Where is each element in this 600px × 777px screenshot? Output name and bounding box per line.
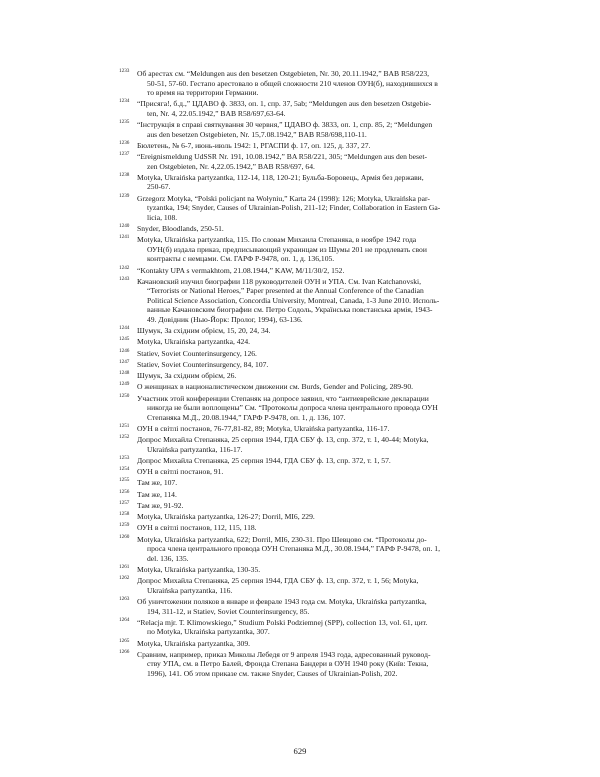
footnote	[119, 616, 484, 637]
footnote-text	[137, 326, 484, 336]
footnote-number: 1265	[119, 637, 130, 644]
footnote-text	[137, 277, 484, 325]
footnote-text	[137, 141, 484, 151]
footnote-line: Motyka, Ukraińska partyzantka, 309.	[137, 638, 251, 648]
footnote-text	[137, 535, 484, 564]
footnote-text	[137, 69, 484, 98]
footnote-line: Допрос Михайла Степаняка, 25 серпня 1944, ГДА СБУ ф. 13, спр. 372, т. 1, 40-44; Motyka,	[137, 435, 429, 445]
footnote	[119, 336, 484, 347]
footnote-line: О женщинах в националистическом движении см. Burds, Gender and Policing, 289-90.	[137, 382, 414, 392]
footnote-number: 1259	[119, 522, 130, 529]
footnote-line: Бюлетень, № 6-7, июнь-июль 1942: 1, РГАСПИ ф. 17, оп. 125, д. 337, 27.	[137, 140, 371, 150]
footnote-line: Там же, 91-92.	[137, 500, 184, 510]
footnote	[119, 119, 484, 139]
footnote-number: 1254	[119, 466, 130, 473]
footnote-line: Motyka, Ukraińska partyzantka, 622; Dorril, MI6, 230-31. Про Шевцово см. “Протоколы до-	[137, 534, 427, 544]
footnote-number: 1260	[119, 533, 130, 540]
footnote	[119, 434, 484, 454]
footnote	[119, 234, 484, 264]
footnote	[119, 477, 484, 488]
footnote	[119, 648, 484, 679]
footnote-line: контракты с немцами. См. ГАРФ Р-9478, оп. 1, д. 136,105.	[147, 254, 335, 264]
footnote	[119, 264, 484, 276]
footnote-line: то время на территории Германии.	[147, 88, 259, 98]
footnote-text	[137, 337, 484, 347]
footnote-number: 1242	[119, 264, 130, 271]
footnote	[119, 68, 484, 98]
footnote	[119, 488, 484, 500]
footnote-line: Допрос Михайла Степаняка, 25 серпня 1944, ГДА СБУ ф. 13, спр. 372, т. 1, 57.	[137, 455, 391, 465]
footnote-line: 194, 311-12, и Statiev, Soviet Counterinsurgency, 85.	[147, 606, 310, 616]
footnote-line: Шумук, За східним обрієм, 15, 20, 24, 34.	[137, 326, 271, 336]
footnote-number: 1251	[119, 422, 130, 429]
footnote	[119, 511, 484, 522]
footnote-line: “Relacja mjr. T. Klimowskiego,” Studium Polski Podziemnej (SPP), collection 13, vol. 61, цит.	[137, 617, 428, 627]
footnotes-list	[119, 68, 484, 680]
footnote-text	[137, 371, 484, 381]
footnote-number: 1264	[119, 616, 130, 623]
footnote-text	[137, 490, 484, 500]
footnote-line: ОУН в світлі постанов, 112, 115, 118.	[137, 523, 257, 533]
footnote-line: Допрос Михайла Степаняка, 25 серпня 1944, ГДА СБУ ф. 13, спр. 372, т. 1, 56; Motyka,	[137, 576, 419, 586]
footnote-line: Political Science Association, Concordia University, Montreal, Canada, 1-3 June 2010. Исполь-	[147, 295, 440, 305]
footnote	[119, 98, 484, 118]
footnote-text	[137, 576, 484, 595]
footnote-text	[137, 382, 484, 392]
footnote-line: “Terrorists or National Heroes,” Paper presented at the Annual Conference of the Canadian	[147, 286, 424, 296]
footnote-line: ванные Качановским биографии см. Петро Содоль, Українська повстанська армія, 1943-	[147, 305, 433, 315]
footnote-text	[137, 394, 484, 423]
footnote-line: licia, 108.	[147, 212, 178, 222]
footnote	[119, 381, 484, 392]
footnote-line: Statiev, Soviet Counterinsurgency, 84, 107.	[137, 359, 269, 369]
footnote-number: 1246	[119, 347, 130, 354]
footnote-line: 50-51, 57-60. Гестапо арестовало в общей сложности 210 членов ОУН(б), находившихся в	[147, 78, 438, 88]
footnote-line: Motyka, Ukraińska partyzantka, 130-35.	[137, 564, 261, 574]
footnote	[119, 563, 484, 575]
footnote	[119, 151, 484, 171]
footnote-number: 1256	[119, 488, 130, 495]
footnote-text	[137, 266, 484, 276]
footnote-line: Там же, 107.	[137, 478, 178, 488]
footnote-line: 1996), 141. Об этом приказе см. также Snyder, Causes of Ukrainian-Polish, 202.	[147, 668, 398, 678]
footnote-line: 250-67.	[147, 182, 171, 192]
footnote-number: 1266	[119, 648, 130, 655]
footnote-text	[137, 349, 484, 359]
footnote	[119, 575, 484, 595]
footnote-number: 1250	[119, 392, 130, 399]
footnote	[119, 370, 484, 381]
footnote-line: 49. Довідник (Нью-Йорк: Пролог, 1994), 63-136.	[147, 315, 303, 324]
footnote-number: 1245	[119, 336, 130, 343]
footnote-line: aus den besetzen Ostgebieten, Nr. 15,7.08.1942,” BAB R58/698,110-11.	[147, 129, 367, 139]
footnote-number: 1234	[119, 98, 130, 105]
footnote-number: 1258	[119, 511, 130, 518]
footnote-text	[137, 467, 484, 477]
footnote-text	[137, 120, 484, 139]
footnote-text	[137, 478, 484, 488]
footnote-line: Качановский изучил биографии 118 руководителей ОУН и УПА. См. Ivan Katchanovski,	[137, 276, 422, 286]
footnote-text	[137, 194, 484, 223]
footnote-line: Ukraińska partyzantka, 116-17.	[147, 444, 243, 454]
footnote-line: Степаняка М.Д., 20.08.1944,” ГАРФ Р-9478, оп. 1, д. 136, 107.	[147, 412, 346, 422]
footnote-text	[137, 618, 484, 637]
footnote-number: 1241	[119, 234, 130, 241]
footnote-line: Motyka, Ukraińska partyzantka, 126-27; Dorril, MI6, 229.	[137, 512, 315, 522]
footnote-line: “Kontakty UPA s vermakhtom, 21.08.1944,” KAW, M/11/30/2, 152.	[137, 265, 345, 275]
footnote-line: Statiev, Soviet Counterinsurgency, 126.	[137, 348, 257, 358]
footnote-line: Сравним, например, приказ Миколы Лебедя от 9 апреля 1943 года, адресованный руковод-	[137, 649, 431, 659]
footnote-number: 1235	[119, 119, 130, 126]
footnote-number: 1257	[119, 499, 130, 506]
footnote	[119, 171, 484, 192]
footnote-number: 1244	[119, 325, 130, 332]
footnote-text	[137, 173, 484, 192]
footnote	[119, 358, 484, 370]
footnote-number: 1252	[119, 434, 130, 441]
footnote-number: 1247	[119, 358, 130, 365]
footnote-line: Участник этой конференции Степаняк на допросе заявил, что “антиеврейские декларации	[137, 393, 429, 403]
footnote-number: 1255	[119, 477, 130, 484]
footnote-text	[137, 501, 484, 511]
footnote-text	[137, 565, 484, 575]
footnote-text	[137, 650, 484, 679]
footnote-text	[137, 360, 484, 370]
footnote	[119, 637, 484, 649]
footnote-line: “Присяга!, б.д.,” ЦДАВО ф. 3833, оп. 1, спр. 37, 5ab; “Meldungen aus den besetzen Ostgebie-	[137, 99, 432, 109]
footnote-number: 1263	[119, 595, 130, 602]
footnote-number: 1262	[119, 575, 130, 582]
footnote-line: по Motyka, Ukraińska partyzantka, 307.	[147, 627, 270, 637]
footnote	[119, 595, 484, 616]
footnote-line: tyzantka, 194; Snyder, Causes of Ukrainian-Polish, 211-12; Finder, Collaboration in Eastern Ga-	[147, 203, 441, 213]
footnote	[119, 533, 484, 564]
footnote-number: 1233	[119, 68, 130, 74]
page-number: 629	[293, 746, 307, 756]
footnote-number: 1236	[119, 139, 130, 146]
footnote-text	[137, 523, 484, 533]
footnote	[119, 499, 484, 511]
footnote-text	[137, 424, 484, 434]
footnote-number: 1239	[119, 192, 130, 199]
footnote	[119, 454, 484, 466]
footnote-line: Snyder, Bloodlands, 250-51.	[137, 224, 224, 234]
footnote-number: 1237	[119, 151, 130, 158]
footnote-number: 1261	[119, 563, 130, 570]
footnote-text	[137, 224, 484, 234]
footnote-line: Grzegorz Motyka, “Polski policjant na Wołyniu,” Karta 24 (1998): 126; Motyka, Ukraińska par-	[137, 193, 430, 203]
footnote-line: Motyka, Ukraińska partyzantka, 424.	[137, 337, 251, 347]
footnote-line: Об арестах см. “Meldungen aus den besetzen Ostgebieten, Nr. 30, 20.11.1942,” BAB R58/223,	[137, 69, 430, 78]
footnote-text	[137, 512, 484, 522]
footnote-line: Motyka, Ukraińska partyzantka, 115. По словам Михаила Степаняка, в ноябре 1942 года	[137, 235, 417, 245]
footnote	[119, 422, 484, 434]
footnote-number: 1240	[119, 223, 130, 230]
footnote-text	[137, 235, 484, 264]
footnote-line: Об уничтожении поляков в январе и феврале 1943 года см. Motyka, Ukraińska partyzantka,	[137, 596, 427, 606]
footnote-line: ОУН(б) издала приказ, предписывающий украинцам из Шумы 201 не продлевать свои	[147, 244, 427, 254]
footnote-line: Ukraińska partyzantka, 116.	[147, 585, 233, 595]
footnote-text	[137, 435, 484, 454]
footnote-number: 1238	[119, 171, 130, 178]
footnote	[119, 325, 484, 336]
footnote	[119, 139, 484, 151]
footnote	[119, 522, 484, 533]
footnote	[119, 466, 484, 477]
footnote-number: 1248	[119, 370, 130, 377]
footnote-text	[137, 639, 484, 649]
footnote	[119, 275, 484, 325]
footnote-number: 1253	[119, 454, 130, 461]
footnote	[119, 392, 484, 423]
footnote-line: “Інструкція в справі святкування 30 червня,” ЦДАВО ф. 3833, оп. 1, спр. 85, 2; “Meldungen	[137, 120, 433, 130]
footnote-line: ОУН в світлі постанов, 91.	[137, 467, 224, 477]
footnote-line: ten, Nr. 4, 22.05.1942,” BAB R58/697,63-64.	[147, 108, 286, 118]
footnote	[119, 223, 484, 234]
footnote-number: 1243	[119, 275, 130, 282]
footnote-number: 1249	[119, 381, 130, 388]
footnote-line: “Ereignismeldung UdSSR Nr. 191, 10.08.1942,” BA R58/221, 305; “Meldungen aus den beset-	[137, 152, 428, 162]
footnote-line: del. 136, 135.	[147, 553, 189, 563]
footnote-text	[137, 456, 484, 466]
footnote-line: Motyka, Ukraińska partyzantka, 112-14, 118, 120-21; Бульба-Боровець, Армія без держави,	[137, 172, 424, 182]
footnote-line: ству УПА, см. в Петро Балей, Фронда Степана Бандери в ОУН 1940 року (Київ: Текна,	[147, 659, 429, 669]
footnote-line: проса члена центрального провода ОУН Степаняка М.Д., 30.08.1944,” ГАРФ Р-9478, оп. 1,	[147, 544, 440, 554]
footnote-text	[137, 99, 484, 118]
footnote-line: zen Ostgebieten, Nr. 4,22.05.1942,” BAB R58/697, 64.	[147, 161, 315, 171]
footnote-line: Шумук, За східним обрієм, 26.	[137, 371, 237, 381]
footnote-line: ОУН в світлі постанов, 76-77,81-82, 89; Motyka, Ukraińska partyzantka, 116-17.	[137, 423, 390, 433]
footnote-text	[137, 597, 484, 616]
footnote-line: Там же, 114.	[137, 489, 177, 499]
footnote-line: никогда не были воплощены” См. “Протоколы допроса члена центрального провода ОУН	[147, 403, 438, 413]
footnote	[119, 347, 484, 359]
footnote	[119, 192, 484, 223]
footnote-text	[137, 152, 484, 171]
